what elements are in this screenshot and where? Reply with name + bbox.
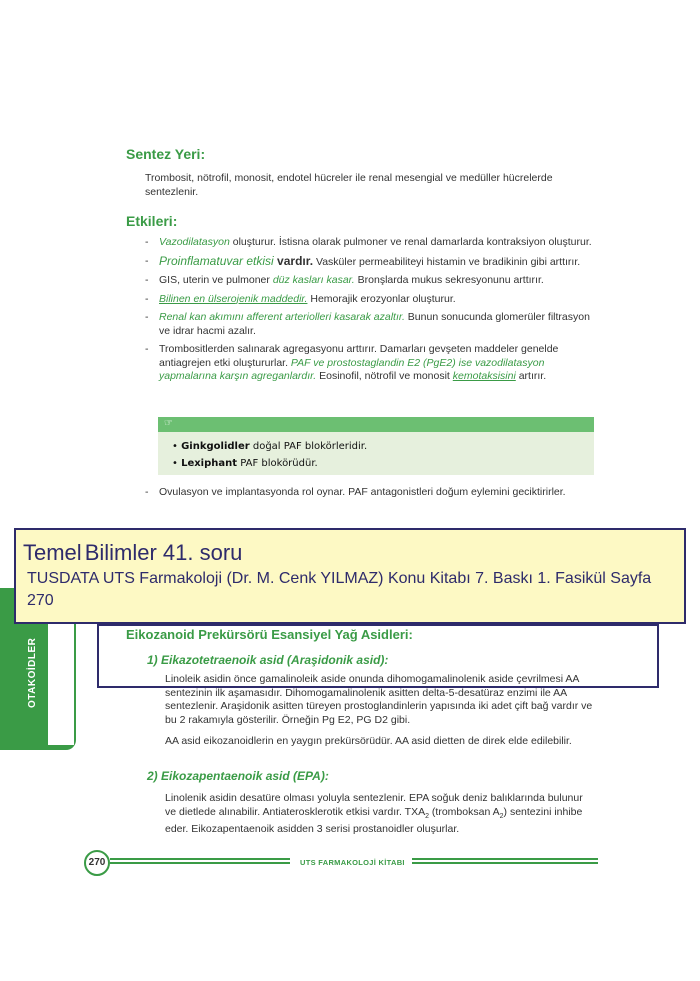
list-item: - Trombositlerden salınarak agregasyonu arttırır. Damarları gevşeten maddeler genelde antiagrejen etki oluştururlar. PAF ve prostostaglandin E2 (PgE2) ise vazodilatasyon yapmalarına karşın agreganlardır. Eosinofil, nötrofil ve monosit kemotaksisini artırır.: [145, 343, 595, 384]
page-number: 270: [84, 850, 110, 876]
list-item-ovulasyon: - Ovulasyon ve implantasyonda rol oynar. PAF antagonistleri doğum eylemini geciktirirler.: [145, 486, 566, 498]
question-banner: [14, 528, 686, 624]
footer-rule-right-2: [412, 862, 598, 864]
note-line-ginkgolid: • Ginkgolidler doğal PAF blokörleridir.: [172, 441, 368, 452]
effects-list: [145, 236, 595, 389]
list-item: - GIS, uterin ve pulmoner düz kasları kasar. Bronşlarda mukus sekresyonunu arttırır.: [145, 274, 595, 288]
section-heading-eikozanoid: Eikozanoid Prekürsörü Esansiyel Yağ Asidleri:: [126, 627, 413, 642]
footer-rule-left: [110, 858, 290, 860]
footer-rule-left-2: [110, 862, 290, 864]
list-item: - Renal kan akımını afferent arteriolleri kasarak azaltır. Bunun sonucunda glomerüler filtrasyon ve idrar hacmi azalır.: [145, 311, 595, 338]
footer-book-title: UTS FARMAKOLOJİ KİTABI: [300, 858, 405, 867]
banner-subtitle: TUSDATA UTS Farmakoloji (Dr. M. Cenk YILMAZ) Konu Kitabı 7. Baskı 1. Fasikül Sayfa 270: [27, 570, 652, 609]
side-tab-label: OTAKOİDLER: [27, 637, 38, 708]
note-box: [158, 417, 594, 475]
epa-paragraph: Linolenik asidin desatüre olması yoluyla sentezlenir. EPA soğuk deniz balıklarında bulunur ve dietlede alınabilir. Antiaterosklerotik etkisi vardır. $TXA_2$ (tromboksan $A_2$) sentezini inhibe eder. Eikozapentaenoik asidden 3 serisi prostanoidler oluşurlar.: [165, 792, 583, 836]
list-item: - Proinflamatuvar etkisi vardır. Vasküler permeabiliteyi histamin ve bradikinin gibi arttırır.: [145, 255, 595, 270]
sentez-text: Trombosit, nötrofil, monosit, endotel hücreler ile renal mesengial ve medüller hücrelerde sentezlenir.: [145, 172, 553, 198]
list-item: - Vazodilatasyon oluşturur. İstisna olarak pulmoner ve renal damarlarda kontraksiyon oluşturur.: [145, 236, 595, 250]
arasidonik-paragraph-2: AA asid eikozanoidlerin en yaygın prekürsörüdür. AA asid dietten de direk elde edilebilir.: [165, 735, 572, 747]
section-heading-etkileri: Etkileri:: [126, 213, 178, 229]
footer-rule-right: [412, 858, 598, 860]
pointing-hand-icon: ☞: [164, 418, 173, 429]
subheading-arasidonik: 1) Eikazotetraenoik asid (Araşidonik asid):: [147, 653, 389, 667]
note-line-lexiphant: • Lexiphant PAF blokörüdür.: [172, 458, 318, 469]
section-heading-sentez: Sentez Yeri:: [126, 146, 206, 162]
note-box-header: [158, 417, 594, 432]
arasidonik-paragraph-1: Linoleik asidin önce gamalinoleik aside onunda dihomogamalinolenik aside çevrilmesi AA sentezinin ilk aşamasıdır. Dihomogamalinolenik asitten delta-5-desatüraz enzimi ile AA sentezlenir. Araşidonik asitten türeyen prostoglandinlerin yapısında iki adet çift bağ vardır ve bu 2 rakamıyla gösterilir. Örneğin Pg E2, PG D2 gibi.: [165, 673, 593, 726]
subheading-epa: 2) Eikozapentaenoik asid (EPA):: [147, 769, 329, 783]
banner-title: Temel Bilimler 41. soru: [23, 540, 243, 565]
list-item: - Bilinen en ülserojenik maddedir. Hemorajik erozyonlar oluşturur.: [145, 293, 595, 307]
